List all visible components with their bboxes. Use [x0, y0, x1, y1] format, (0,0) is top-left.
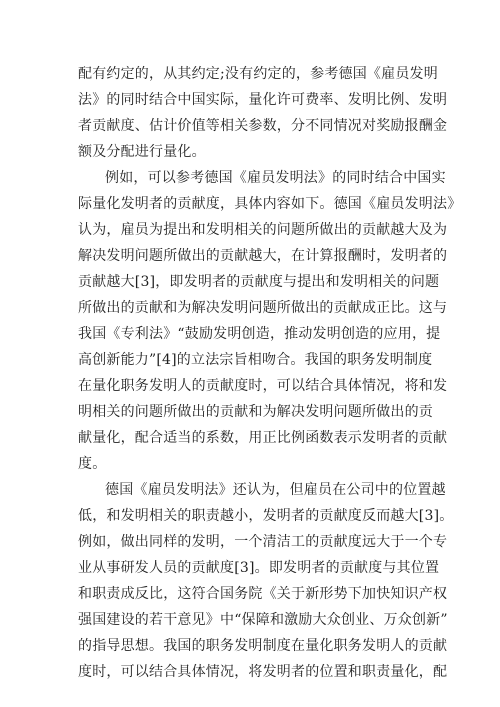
text-line: 法》的同时结合中国实际，量化许可费率、发明比例、发明: [78, 92, 448, 108]
text-line: 和职责成反比，这符合国务院《关于新形势下加快知识产权: [78, 586, 448, 602]
text-line: 解决发明问题所做出的贡献越大，在计算报酬时，发明者的: [78, 248, 448, 264]
text-line: 强国建设的若干意见》中“保障和激励大众创业、万众创新”: [78, 612, 448, 628]
text-line: 高创新能力”[4]的立法宗旨相吻合。我国的职务发明制度: [78, 352, 433, 368]
text-line: 业从事研发人员的贡献度[3]。即发明者的贡献度与其位置: [78, 560, 440, 576]
text-line: 度时，可以结合具体情况，将发明者的位置和职责量化，配: [78, 664, 448, 680]
text-line: 在量化职务发明人的贡献度时，可以结合具体情况，将和发: [78, 378, 448, 394]
text-line: 认为，雇员为提出和发明相关的问题所做出的贡献越大及为: [78, 222, 448, 238]
text-line: 所做出的贡献和为解决发明问题所做出的贡献成正比。这与: [78, 300, 448, 316]
text-line: 我国《专利法》“鼓励发明创造，推动发明创造的应用，提: [78, 326, 441, 342]
text-line: 贡献越大[3]，即发明者的贡献度与提出和发明相关的问题: [78, 274, 440, 290]
text-line: 者贡献度、估计价值等相关参数，分不同情况对奖励报酬金: [78, 118, 448, 134]
text-line: 明相关的问题所做出的贡献和为解决发明问题所做出的贡: [78, 404, 433, 420]
text-line: 献量化，配合适当的系数，用正比例函数表示发明者的贡献: [78, 430, 448, 446]
text-line: 例如，可以参考德国《雇员发明法》的同时结合中国实: [105, 170, 446, 186]
text-line: 配有约定的，从其约定;没有约定的，参考德国《雇员发明: [78, 66, 438, 82]
text-line: 例如，做出同样的发明，一个清洁工的贡献度远大于一个专: [78, 534, 448, 550]
text-line: 德国《雇员发明法》还认为，但雇员在公司中的位置越: [105, 482, 446, 498]
text-line: 的指导思想。我国的职务发明制度在量化职务发明人的贡献: [78, 638, 448, 654]
text-line: 际量化发明者的贡献度，具体内容如下。德国《雇员发明法》: [78, 196, 462, 212]
text-line: 度。: [78, 456, 107, 472]
text-line: 低，和发明相关的职责越小，发明者的贡献度反而越大[3]。: [78, 508, 454, 524]
text-line: 额及分配进行量化。: [78, 144, 206, 160]
